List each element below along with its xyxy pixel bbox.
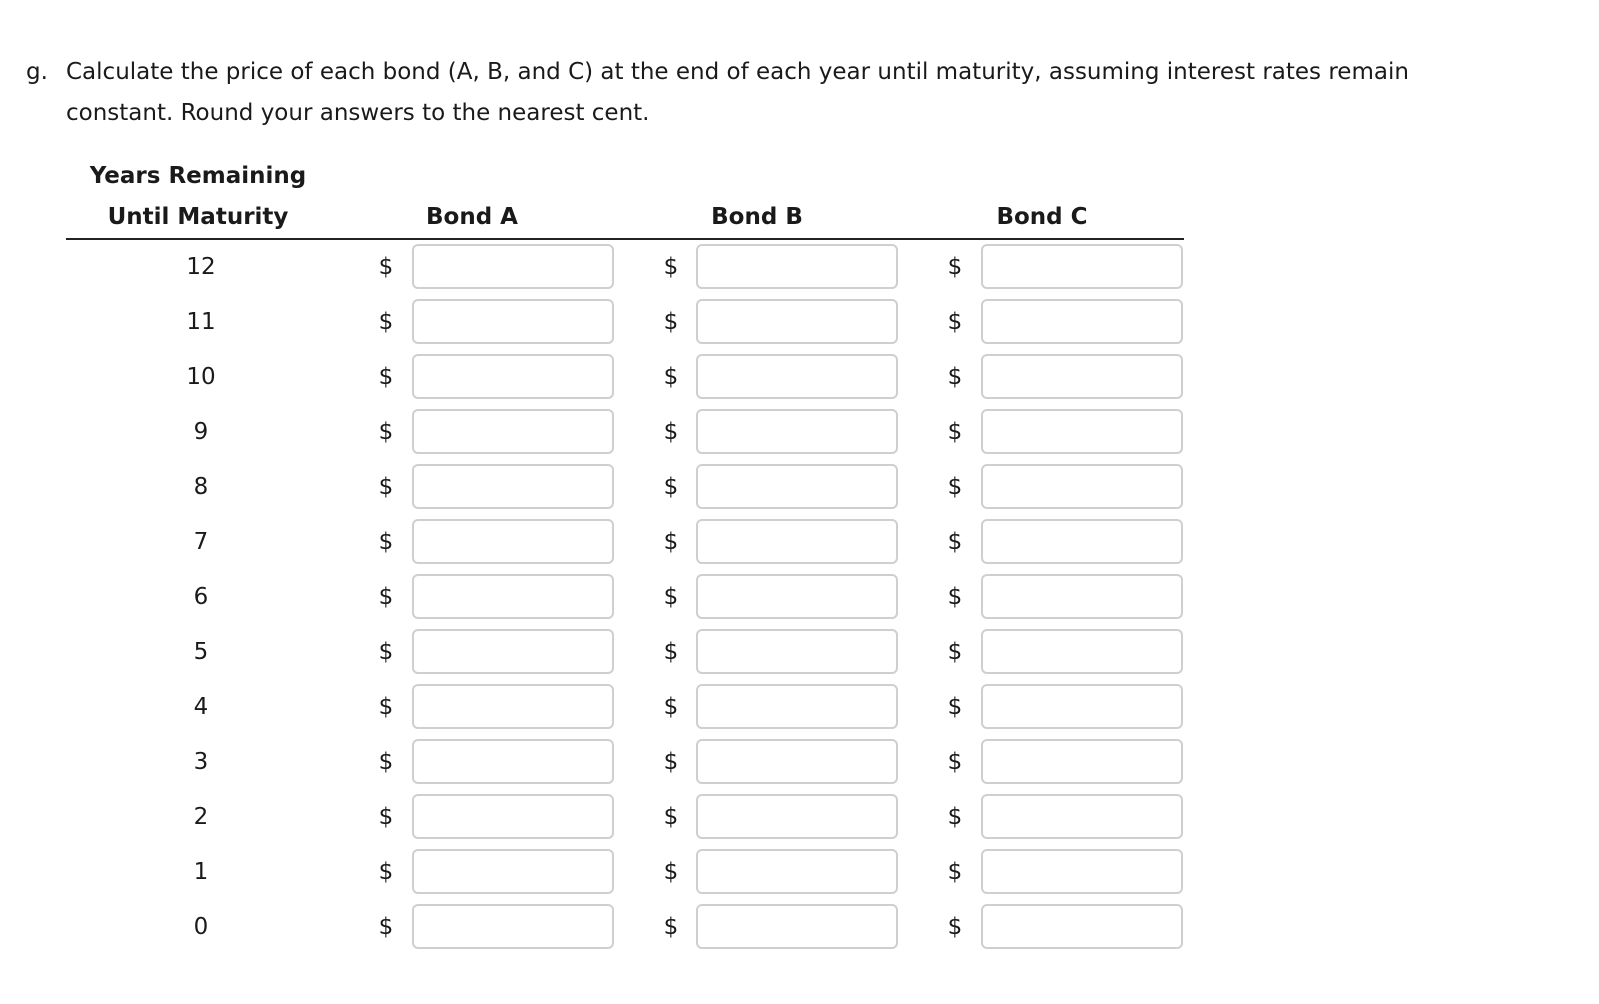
- dollar-sign-bond-c: $: [947, 474, 963, 500]
- dollar-sign-bond-c: $: [947, 419, 963, 445]
- years-remaining-cell: 5: [193, 639, 209, 665]
- dollar-sign-bond-c: $: [947, 309, 963, 335]
- dollar-sign-bond-a: $: [378, 474, 394, 500]
- bond-a-price-input[interactable]: [412, 519, 614, 564]
- bond-a-price-input[interactable]: [412, 299, 614, 344]
- dollar-sign-bond-a: $: [378, 804, 394, 830]
- bond-c-price-input[interactable]: [981, 739, 1183, 784]
- table-row: [66, 739, 1184, 794]
- bond-c-price-input[interactable]: [981, 574, 1183, 619]
- years-remaining-cell: 7: [193, 529, 209, 555]
- years-remaining-cell: 11: [186, 309, 216, 335]
- table-row: [66, 299, 1184, 354]
- years-remaining-cell: 6: [193, 584, 209, 610]
- table-row: [66, 464, 1184, 519]
- bond-c-price-input[interactable]: [981, 409, 1183, 454]
- question-text: Calculate the price of each bond (A, B, and C) at the end of each year until maturity, assuming interest rates remain constant. Round your answers to the nearest cent.: [66, 59, 1409, 126]
- bond-b-price-input[interactable]: [696, 849, 898, 894]
- years-remaining-cell: 9: [193, 419, 209, 445]
- bond-b-price-input[interactable]: [696, 354, 898, 399]
- dollar-sign-bond-b: $: [663, 584, 679, 610]
- bond-c-price-input[interactable]: [981, 849, 1183, 894]
- bond-b-price-input[interactable]: [696, 684, 898, 729]
- years-remaining-cell: 3: [193, 749, 209, 775]
- bond-a-price-input[interactable]: [412, 904, 614, 949]
- bond-c-price-input[interactable]: [981, 299, 1183, 344]
- table-header: [66, 150, 1184, 240]
- bond-a-price-input[interactable]: [412, 244, 614, 289]
- dollar-sign-bond-a: $: [378, 749, 394, 775]
- bond-a-price-input[interactable]: [412, 684, 614, 729]
- bond-a-header: Bond A: [426, 204, 518, 230]
- bond-a-price-input[interactable]: [412, 354, 614, 399]
- years-remaining-cell: 4: [193, 694, 209, 720]
- dollar-sign-bond-c: $: [947, 584, 963, 610]
- bond-c-header: Bond C: [996, 204, 1088, 230]
- table-row: [66, 244, 1184, 299]
- bond-c-price-input[interactable]: [981, 794, 1183, 839]
- table-row: [66, 794, 1184, 849]
- table-row: [66, 849, 1184, 904]
- dollar-sign-bond-b: $: [663, 364, 679, 390]
- bond-b-price-input[interactable]: [696, 574, 898, 619]
- table-row: [66, 684, 1184, 739]
- bond-a-price-input[interactable]: [412, 794, 614, 839]
- dollar-sign-bond-b: $: [663, 529, 679, 555]
- bond-b-price-input[interactable]: [696, 464, 898, 509]
- bond-c-price-input[interactable]: [981, 354, 1183, 399]
- bond-a-price-input[interactable]: [412, 409, 614, 454]
- bond-a-price-input[interactable]: [412, 849, 614, 894]
- bond-b-price-input[interactable]: [696, 794, 898, 839]
- years-remaining-cell: 2: [193, 804, 209, 830]
- bond-a-price-input[interactable]: [412, 574, 614, 619]
- dollar-sign-bond-a: $: [378, 859, 394, 885]
- bond-a-price-input[interactable]: [412, 629, 614, 674]
- bond-b-price-input[interactable]: [696, 629, 898, 674]
- dollar-sign-bond-c: $: [947, 364, 963, 390]
- dollar-sign-bond-b: $: [663, 694, 679, 720]
- dollar-sign-bond-b: $: [663, 749, 679, 775]
- table-row: [66, 409, 1184, 464]
- bond-b-price-input[interactable]: [696, 409, 898, 454]
- dollar-sign-bond-b: $: [663, 309, 679, 335]
- dollar-sign-bond-c: $: [947, 254, 963, 280]
- dollar-sign-bond-a: $: [378, 529, 394, 555]
- dollar-sign-bond-b: $: [663, 639, 679, 665]
- bond-a-price-input[interactable]: [412, 464, 614, 509]
- dollar-sign-bond-c: $: [947, 914, 963, 940]
- dollar-sign-bond-a: $: [378, 254, 394, 280]
- years-remaining-cell: 1: [193, 859, 209, 885]
- dollar-sign-bond-b: $: [663, 804, 679, 830]
- table-row: [66, 629, 1184, 684]
- years-remaining-cell: 12: [186, 254, 216, 280]
- dollar-sign-bond-a: $: [378, 694, 394, 720]
- bond-c-price-input[interactable]: [981, 519, 1183, 564]
- dollar-sign-bond-a: $: [378, 364, 394, 390]
- dollar-sign-bond-c: $: [947, 694, 963, 720]
- dollar-sign-bond-a: $: [378, 309, 394, 335]
- table-row: [66, 904, 1184, 959]
- dollar-sign-bond-b: $: [663, 474, 679, 500]
- dollar-sign-bond-c: $: [947, 859, 963, 885]
- dollar-sign-bond-a: $: [378, 639, 394, 665]
- bond-b-header: Bond B: [711, 204, 803, 230]
- years-remaining-header: [66, 156, 330, 238]
- bond-b-price-input[interactable]: [696, 739, 898, 784]
- dollar-sign-bond-a: $: [378, 914, 394, 940]
- dollar-sign-bond-c: $: [947, 749, 963, 775]
- bond-c-price-input[interactable]: [981, 904, 1183, 949]
- dollar-sign-bond-c: $: [947, 529, 963, 555]
- dollar-sign-bond-c: $: [947, 639, 963, 665]
- dollar-sign-bond-a: $: [378, 584, 394, 610]
- dollar-sign-bond-b: $: [663, 254, 679, 280]
- years-remaining-header-line2: Until Maturity: [107, 204, 289, 230]
- dollar-sign-bond-c: $: [947, 804, 963, 830]
- bond-b-price-input[interactable]: [696, 244, 898, 289]
- years-remaining-cell: 0: [193, 914, 209, 940]
- bond-price-table: [66, 150, 1184, 959]
- years-remaining-cell: 10: [186, 364, 216, 390]
- table-body: [66, 244, 1184, 959]
- bond-b-price-input[interactable]: [696, 904, 898, 949]
- years-remaining-cell: 8: [193, 474, 209, 500]
- bond-c-price-input[interactable]: [981, 684, 1183, 729]
- dollar-sign-bond-b: $: [663, 914, 679, 940]
- years-remaining-header-line1: Years Remaining: [89, 163, 307, 189]
- table-row: [66, 574, 1184, 629]
- dollar-sign-bond-b: $: [663, 419, 679, 445]
- bond-b-price-input[interactable]: [696, 519, 898, 564]
- dollar-sign-bond-b: $: [663, 859, 679, 885]
- question-prompt: [26, 52, 1486, 134]
- bond-c-price-input[interactable]: [981, 464, 1183, 509]
- table-row: [66, 354, 1184, 409]
- bond-c-price-input[interactable]: [981, 629, 1183, 674]
- bond-a-price-input[interactable]: [412, 739, 614, 784]
- bond-b-price-input[interactable]: [696, 299, 898, 344]
- table-row: [66, 519, 1184, 574]
- question-marker: g.: [26, 59, 48, 85]
- bond-c-price-input[interactable]: [981, 244, 1183, 289]
- dollar-sign-bond-a: $: [378, 419, 394, 445]
